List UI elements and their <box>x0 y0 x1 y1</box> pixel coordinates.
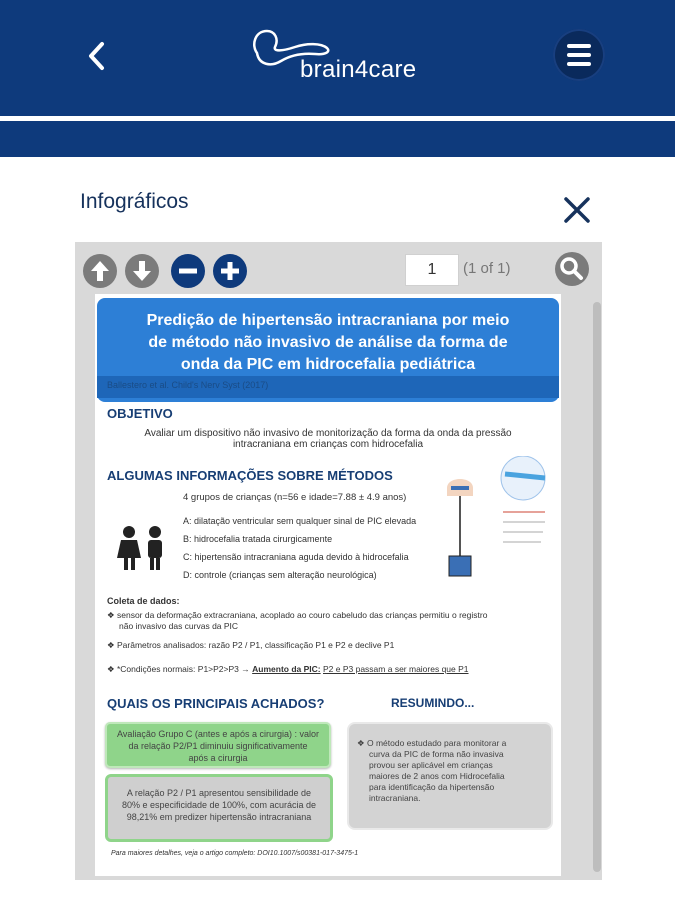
summary-text <box>357 738 547 804</box>
title-line: Predição de hipertensão intracraniana por meio <box>146 312 510 329</box>
viewer-scrollbar[interactable] <box>593 302 601 872</box>
summary-line: intracraniana. <box>369 793 421 803</box>
finding-line: Avaliação Grupo C (antes e após a cirurgia) : valor <box>117 729 319 739</box>
findings-heading: QUAIS OS PRINCIPAIS ACHADOS? <box>107 696 325 711</box>
finding-line: A relação P2 / P1 apresentou sensibilidade de <box>126 788 312 798</box>
next-page-button[interactable] <box>125 254 159 288</box>
footer-reference: Para maiores detalhes, veja o artigo completo: DOI10.1007/s00381-017-3475-1 <box>111 850 359 857</box>
menu-button[interactable] <box>553 29 605 81</box>
data-bullet-3 <box>107 664 469 675</box>
hamburger-line <box>567 62 591 66</box>
summary-heading: RESUMINDO... <box>391 696 475 710</box>
summary-line: maiores de 2 anos com Hidrocefalia <box>369 771 505 781</box>
brand-name: brain4care <box>300 56 417 83</box>
children-icon <box>113 524 173 574</box>
finding-1-text <box>111 728 325 764</box>
bullet-text: P2 e P3 passam a ser maiores que P1 <box>323 664 469 674</box>
article-reference: Ballestero et al. Child's Nerv Syst (2017) <box>107 380 269 390</box>
sensor-diagram-icon <box>433 456 553 586</box>
page-title: Infográficos <box>80 190 189 213</box>
close-icon <box>560 193 594 227</box>
title-line: de método não invasivo de análise da forma de <box>148 334 508 351</box>
summary-line: O método estudado para monitorar a <box>366 738 507 748</box>
close-button[interactable] <box>560 193 594 227</box>
bullet-icon: ❖ <box>107 664 117 674</box>
arrow-up-icon <box>83 254 117 288</box>
objective-line: intracraniana em crianças com hidrocefalia <box>232 439 424 450</box>
finding-line: após a cirurgia <box>188 753 248 763</box>
zoom-in-button[interactable] <box>213 254 247 288</box>
bullet-text: não invasivo das curvas da PIC <box>119 621 239 631</box>
zoom-in-icon <box>213 254 247 288</box>
summary-line: provou ser aplicável em crianças <box>369 760 493 770</box>
bullet-text: Parâmetros analisados: razão P2 / P1, classificação P1 e P2 e declive P1 <box>116 640 395 650</box>
methods-heading: ALGUMAS INFORMAÇÕES SOBRE MÉTODOS <box>107 468 393 483</box>
data-collection-heading: Coleta de dados: <box>107 596 180 606</box>
objective-line: Avaliar um dispositivo não invasivo de monitorização da forma da onda da pressão <box>144 428 512 439</box>
infographic-title <box>107 310 549 376</box>
summary-line: para identificação da hipertensão <box>369 782 495 792</box>
finding-1-box <box>105 722 331 768</box>
data-bullet-2 <box>107 640 394 651</box>
infographic-page <box>95 294 561 876</box>
finding-line: 80% e especificidade de 100%, com acurácia de <box>121 800 317 810</box>
hamburger-menu-icon <box>567 44 591 48</box>
search-icon <box>555 252 589 286</box>
objective-heading: OBJETIVO <box>107 406 173 421</box>
page-count: (1 of 1) <box>463 260 511 277</box>
bullet-icon: ❖ <box>107 640 117 650</box>
finding-line: 98,21% em predizer hipertensão intracraniana <box>126 812 312 822</box>
group-b: B: hidrocefalia tratada cirurgicamente <box>183 534 333 544</box>
header-divider <box>0 116 675 121</box>
groups-line: 4 grupos de crianças (n=56 e idade=7.88 ± 4.9 anos) <box>183 492 407 503</box>
group-c: C: hipertensão intracraniana aguda devido à hidrocefalia <box>183 552 409 562</box>
finding-2-box <box>105 774 333 842</box>
bullet-text: sensor da deformação extracraniana, acoplado ao couro cabeludo das crianças permitiu o registro <box>116 610 488 620</box>
bullet-text: *Condições normais: P1>P2>P3 → <box>116 664 250 674</box>
app-header <box>0 0 675 157</box>
chevron-left-icon <box>80 36 116 76</box>
summary-box <box>347 722 553 830</box>
group-d: D: controle (crianças sem alteração neurológica) <box>183 570 377 580</box>
data-bullet-1 <box>107 610 487 632</box>
objective-text <box>105 428 551 450</box>
previous-page-button[interactable] <box>83 254 117 288</box>
finding-2-text <box>112 787 326 823</box>
arrow-down-icon <box>125 254 159 288</box>
summary-line: curva da PIC de forma não invasiva <box>369 749 504 759</box>
bullet-icon: ❖ <box>107 610 117 620</box>
bullet-icon: ❖ <box>357 738 367 748</box>
pdf-viewer <box>75 242 602 880</box>
zoom-out-icon <box>171 254 205 288</box>
search-button[interactable] <box>555 252 589 286</box>
zoom-out-button[interactable] <box>171 254 205 288</box>
group-a: A: dilatação ventricular sem qualquer sinal de PIC elevada <box>183 516 417 526</box>
title-line: onda da PIC em hidrocefalia pediátrica <box>180 356 476 373</box>
back-button[interactable] <box>80 36 116 76</box>
hamburger-line <box>567 53 591 57</box>
page-number-input[interactable]: 1 <box>405 254 459 286</box>
finding-line: da relação P2/P1 diminuiu significativamente <box>128 741 308 751</box>
bullet-text: Aumento da PIC: <box>252 664 321 674</box>
